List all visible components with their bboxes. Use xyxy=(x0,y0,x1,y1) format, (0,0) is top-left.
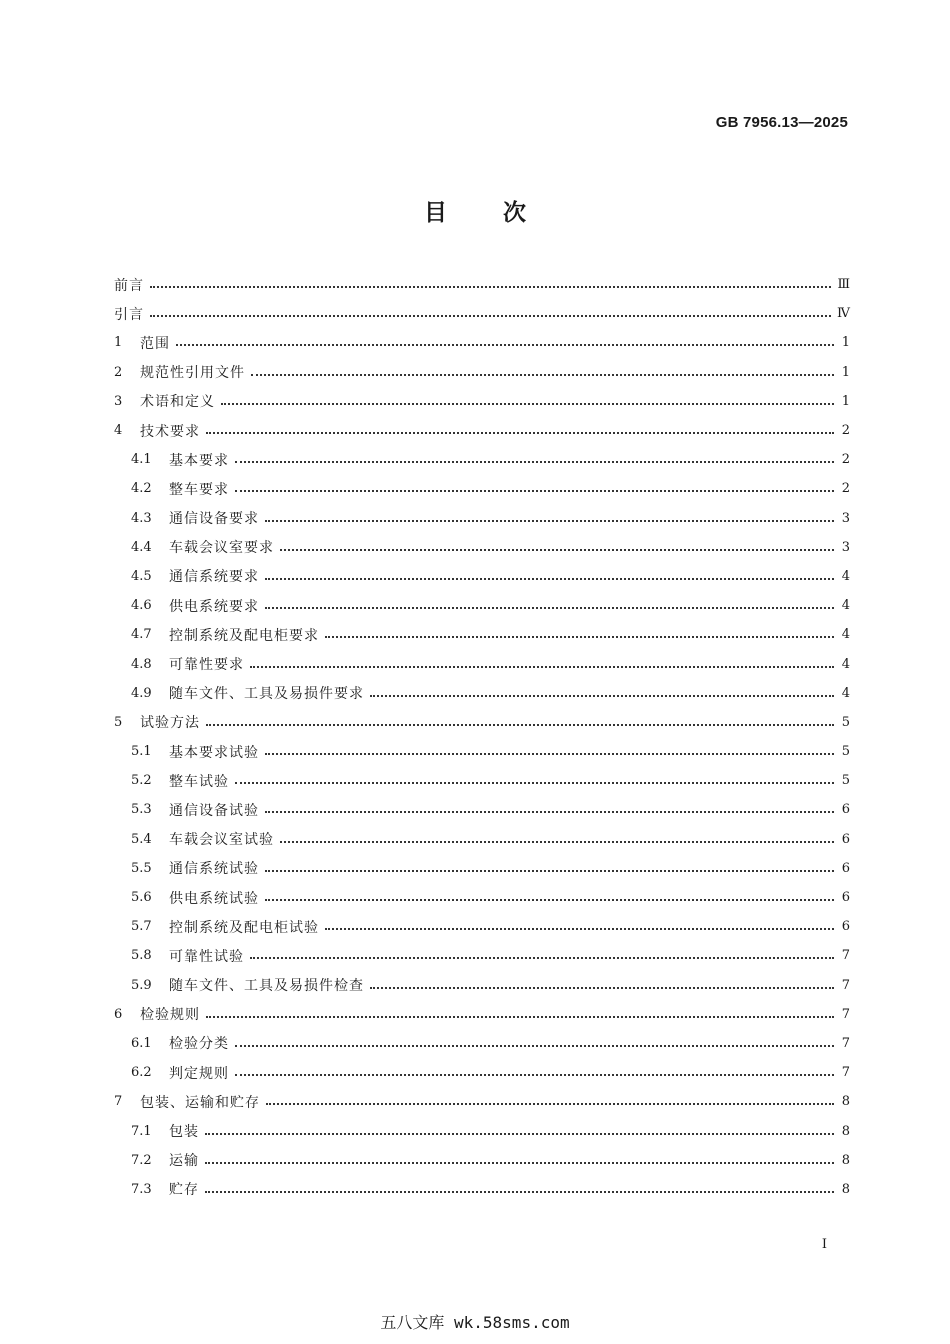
toc-entry[interactable] xyxy=(114,1087,850,1116)
toc-entry-number: 7 xyxy=(114,1094,123,1110)
toc-dot-leader xyxy=(150,314,831,317)
toc-entry-label: 可靠性要求 xyxy=(169,657,244,674)
toc-dot-leader xyxy=(235,460,834,463)
toc-entry-page: 6 xyxy=(841,919,850,935)
toc-entry[interactable] xyxy=(114,912,850,941)
toc-entry-page: 7 xyxy=(841,1065,850,1081)
toc-entry[interactable] xyxy=(114,883,850,912)
standard-number: GB 7956.13—2025 xyxy=(715,114,848,131)
toc-entry-number: 5.2 xyxy=(131,773,152,789)
toc-dot-leader xyxy=(280,548,834,551)
toc-entry[interactable] xyxy=(114,416,850,445)
toc-entry-page: 7 xyxy=(841,1035,850,1051)
toc-entry-number: 5.1 xyxy=(131,744,152,760)
toc-entry[interactable] xyxy=(114,1058,850,1087)
toc-entry-number: 5.6 xyxy=(131,890,152,906)
toc-dot-leader xyxy=(250,956,834,959)
toc-entry-number: 6 xyxy=(114,1006,123,1022)
toc-entry-page: 4 xyxy=(841,656,850,672)
toc-entry-page: 4 xyxy=(841,685,850,701)
toc-entry[interactable] xyxy=(114,1029,850,1058)
toc-entry-label: 试验方法 xyxy=(140,715,200,732)
toc-entry-page: 5 xyxy=(841,744,850,760)
toc-entry-number: 7.2 xyxy=(131,1152,152,1168)
toc-dot-leader xyxy=(205,1132,834,1135)
toc-entry-label: 车载会议室试验 xyxy=(169,832,274,849)
toc-entry-label: 运输 xyxy=(169,1153,199,1170)
toc-dot-leader xyxy=(206,723,834,726)
toc-entry-number: 4.8 xyxy=(131,656,152,672)
toc-entry-label: 包装、运输和贮存 xyxy=(140,1094,260,1111)
toc-entry-page: 2 xyxy=(841,481,850,497)
toc-dot-leader xyxy=(265,606,834,609)
toc-dot-leader xyxy=(280,840,834,843)
toc-dot-leader xyxy=(325,635,834,638)
toc-entry-number: 5.5 xyxy=(131,860,152,876)
toc-entry-label: 技术要求 xyxy=(140,423,200,440)
toc-entry-page: 4 xyxy=(841,598,850,614)
toc-entry-page: 4 xyxy=(841,568,850,584)
toc-entry-number: 4 xyxy=(114,423,123,439)
toc-entry-label: 随车文件、工具及易损件要求 xyxy=(169,686,364,703)
toc-entry-page: Ⅲ xyxy=(837,277,850,293)
toc-entry-number: 1 xyxy=(114,335,123,351)
toc-entry-label: 判定规则 xyxy=(169,1065,229,1082)
toc-entry-label: 基本要求试验 xyxy=(169,744,259,761)
toc-entry-page: 3 xyxy=(841,510,850,526)
toc-entry[interactable] xyxy=(114,270,850,299)
toc-entry-page: 6 xyxy=(841,860,850,876)
toc-entry-label: 包装 xyxy=(169,1124,199,1141)
toc-entry-page: 8 xyxy=(841,1123,850,1139)
toc-entry-page: 4 xyxy=(841,627,850,643)
toc-entry[interactable] xyxy=(114,737,850,766)
toc-entry-label: 整车要求 xyxy=(169,481,229,498)
toc-entry[interactable] xyxy=(114,1146,850,1175)
toc-dot-leader xyxy=(235,1044,834,1047)
toc-entry[interactable] xyxy=(114,562,850,591)
toc-entry[interactable] xyxy=(114,504,850,533)
toc-entry-page: 6 xyxy=(841,802,850,818)
toc-entry-number: 5.3 xyxy=(131,802,152,818)
toc-entry-number: 4.2 xyxy=(131,481,152,497)
toc-entry-page: 3 xyxy=(841,539,850,555)
toc-entry-page: 2 xyxy=(841,423,850,439)
toc-entry-number: 7.3 xyxy=(131,1181,152,1197)
toc-dot-leader xyxy=(265,898,834,901)
toc-entry-label: 检验规则 xyxy=(140,1007,200,1024)
toc-entry-number: 4.3 xyxy=(131,510,152,526)
toc-entry-page: 1 xyxy=(841,364,850,380)
toc-entry-number: 4.7 xyxy=(131,627,152,643)
toc-entry-label: 规范性引用文件 xyxy=(140,365,245,382)
toc-entry[interactable] xyxy=(114,1000,850,1029)
toc-dot-leader xyxy=(265,577,834,580)
table-of-contents xyxy=(114,270,850,1204)
toc-entry-number: 4.6 xyxy=(131,598,152,614)
toc-entry-number: 4.9 xyxy=(131,685,152,701)
toc-entry-label: 整车试验 xyxy=(169,773,229,790)
toc-entry-label: 通信设备要求 xyxy=(169,511,259,528)
toc-entry[interactable] xyxy=(114,766,850,795)
toc-entry-page: 5 xyxy=(841,773,850,789)
toc-entry-page: 8 xyxy=(841,1181,850,1197)
toc-entry-label: 供电系统试验 xyxy=(169,890,259,907)
toc-entry-page: 6 xyxy=(841,890,850,906)
toc-entry-label: 检验分类 xyxy=(169,1036,229,1053)
toc-entry[interactable] xyxy=(114,358,850,387)
toc-entry-page: 1 xyxy=(841,393,850,409)
toc-dot-leader xyxy=(325,927,834,930)
toc-dot-leader xyxy=(206,1015,834,1018)
toc-entry-number: 4.5 xyxy=(131,568,152,584)
toc-entry-label: 控制系统及配电柜要求 xyxy=(169,627,319,644)
toc-entry[interactable] xyxy=(114,679,850,708)
toc-entry-label: 随车文件、工具及易损件检查 xyxy=(169,978,364,995)
toc-dot-leader xyxy=(265,519,834,522)
toc-entry-label: 供电系统要求 xyxy=(169,598,259,615)
toc-dot-leader xyxy=(370,986,834,989)
toc-entry[interactable] xyxy=(114,591,850,620)
page-folio: Ⅰ xyxy=(821,1237,827,1252)
toc-dot-leader xyxy=(206,431,834,434)
toc-entry-label: 引言 xyxy=(114,306,144,323)
toc-entry[interactable] xyxy=(114,1116,850,1145)
toc-entry-label: 术语和定义 xyxy=(140,394,215,411)
toc-entry-number: 5.9 xyxy=(131,977,152,993)
toc-entry-page: 1 xyxy=(841,335,850,351)
toc-dot-leader xyxy=(265,810,834,813)
toc-dot-leader xyxy=(235,1073,834,1076)
toc-dot-leader xyxy=(251,373,834,376)
toc-entry[interactable] xyxy=(114,825,850,854)
toc-entry-page: 8 xyxy=(841,1094,850,1110)
toc-entry-label: 控制系统及配电柜试验 xyxy=(169,919,319,936)
toc-dot-leader xyxy=(205,1161,834,1164)
toc-dot-leader xyxy=(265,752,834,755)
toc-entry-number: 3 xyxy=(114,393,123,409)
toc-entry[interactable] xyxy=(114,708,850,737)
toc-entry-label: 车载会议室要求 xyxy=(169,540,274,557)
toc-entry-number: 2 xyxy=(114,364,123,380)
toc-entry-label: 前言 xyxy=(114,277,144,294)
toc-entry-label: 贮存 xyxy=(169,1182,199,1199)
toc-dot-leader xyxy=(370,694,834,697)
toc-entry-label: 范围 xyxy=(140,335,170,352)
toc-entry[interactable] xyxy=(114,299,850,328)
toc-entry-number: 5 xyxy=(114,714,123,730)
toc-dot-leader xyxy=(266,1102,834,1105)
toc-dot-leader xyxy=(235,489,834,492)
toc-entry[interactable] xyxy=(114,328,850,357)
toc-entry-number: 6.1 xyxy=(131,1035,152,1051)
toc-entry[interactable] xyxy=(114,1175,850,1204)
toc-dot-leader xyxy=(221,402,834,405)
toc-entry[interactable] xyxy=(114,795,850,824)
toc-entry-number: 5.8 xyxy=(131,948,152,964)
toc-entry-number: 7.1 xyxy=(131,1123,152,1139)
toc-entry-label: 可靠性试验 xyxy=(169,948,244,965)
toc-entry[interactable] xyxy=(114,649,850,678)
toc-entry-page: 2 xyxy=(841,452,850,468)
toc-entry[interactable] xyxy=(114,445,850,474)
toc-entry-label: 通信系统试验 xyxy=(169,861,259,878)
toc-entry-number: 5.7 xyxy=(131,919,152,935)
toc-dot-leader xyxy=(150,285,831,288)
toc-entry-label: 通信设备试验 xyxy=(169,802,259,819)
toc-entry[interactable] xyxy=(114,474,850,503)
toc-entry-page: 8 xyxy=(841,1152,850,1168)
toc-dot-leader xyxy=(176,343,834,346)
toc-dot-leader xyxy=(265,869,834,872)
toc-entry-number: 4.4 xyxy=(131,539,152,555)
toc-entry-number: 6.2 xyxy=(131,1065,152,1081)
toc-dot-leader xyxy=(205,1190,834,1193)
toc-entry[interactable] xyxy=(114,387,850,416)
watermark-text: 五八文库 wk.58sms.com xyxy=(380,1313,570,1332)
toc-entry-page: Ⅳ xyxy=(837,306,850,322)
toc-entry[interactable] xyxy=(114,941,850,970)
page-title: 目次 xyxy=(424,200,582,226)
toc-entry-label: 通信系统要求 xyxy=(169,569,259,586)
toc-entry-label: 基本要求 xyxy=(169,452,229,469)
toc-entry-page: 7 xyxy=(841,1006,850,1022)
toc-dot-leader xyxy=(250,665,834,668)
toc-entry-page: 7 xyxy=(841,977,850,993)
toc-entry-page: 6 xyxy=(841,831,850,847)
toc-entry[interactable] xyxy=(114,620,850,649)
toc-dot-leader xyxy=(235,781,834,784)
toc-entry-number: 4.1 xyxy=(131,452,152,468)
toc-entry[interactable] xyxy=(114,971,850,1000)
toc-entry[interactable] xyxy=(114,854,850,883)
toc-entry-number: 5.4 xyxy=(131,831,152,847)
toc-entry-page: 7 xyxy=(841,948,850,964)
toc-entry-page: 5 xyxy=(841,714,850,730)
toc-entry[interactable] xyxy=(114,533,850,562)
